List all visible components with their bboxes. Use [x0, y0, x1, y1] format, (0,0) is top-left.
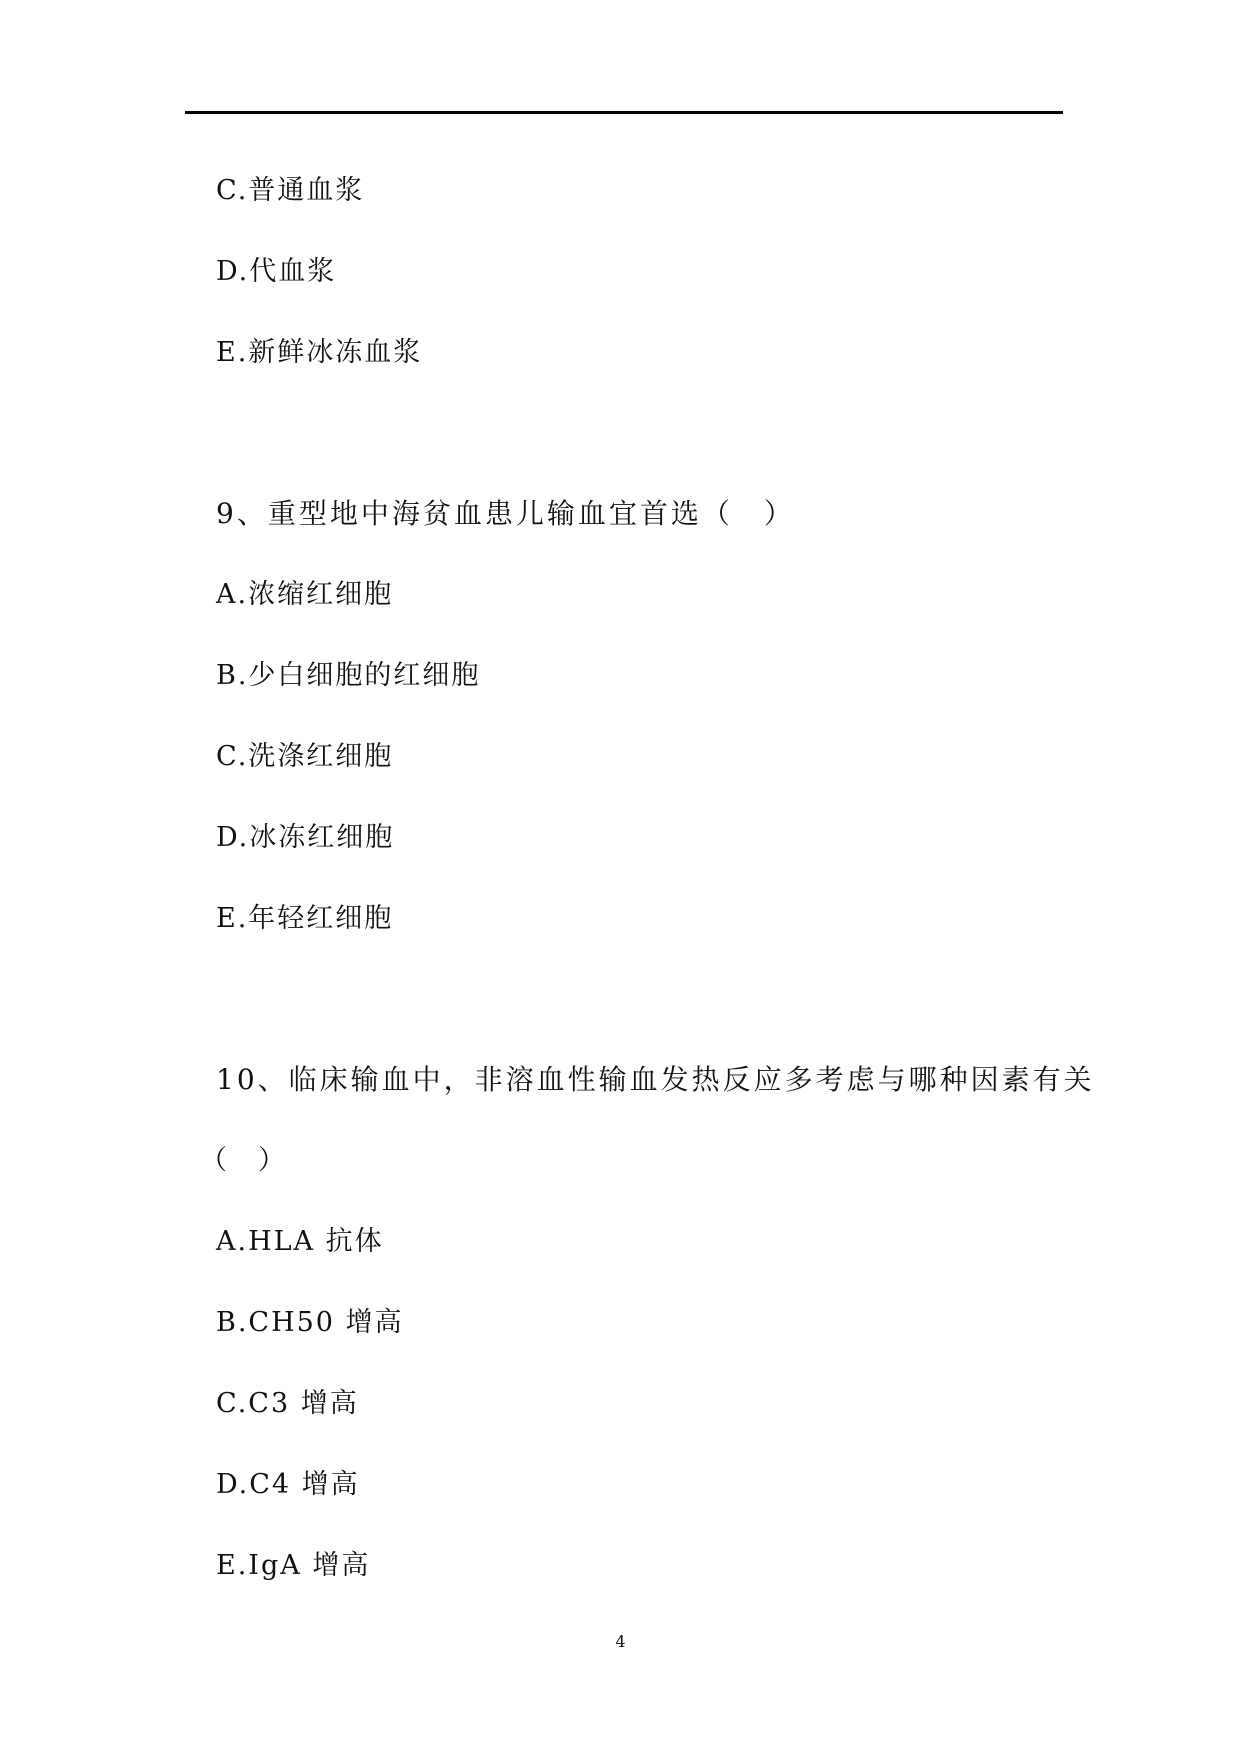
- option-d-prev: D.代血浆: [216, 256, 337, 287]
- header-rule: [185, 111, 1063, 114]
- question-9-stem: 9、重型地中海贫血患儿输血宜首选（ ）: [216, 497, 795, 530]
- q9-option-c: C.洗涤红细胞: [216, 741, 394, 772]
- question-10-stem-line2: （ ）: [200, 1145, 287, 1176]
- q10-option-d: D.C4 增高: [216, 1469, 360, 1500]
- q10-option-e: E.IgA 增高: [216, 1550, 371, 1581]
- q9-option-e: E.年轻红细胞: [216, 903, 394, 934]
- page-number: 4: [615, 1632, 626, 1651]
- question-10-stem-line1: 10、临床输血中，非溶血性输血发热反应多考虑与哪种因素有关: [216, 1063, 1095, 1096]
- q9-option-d: D.冰冻红细胞: [216, 822, 395, 853]
- q9-option-b: B.少白细胞的红细胞: [216, 660, 481, 691]
- q10-option-c: C.C3 增高: [216, 1388, 359, 1419]
- q10-option-b: B.CH50 增高: [216, 1307, 404, 1338]
- option-c-prev: C.普通血浆: [216, 175, 365, 206]
- q10-option-a: A.HLA 抗体: [216, 1226, 384, 1257]
- option-e-prev: E.新鲜冰冻血浆: [216, 337, 423, 368]
- q9-option-a: A.浓缩红细胞: [216, 579, 394, 610]
